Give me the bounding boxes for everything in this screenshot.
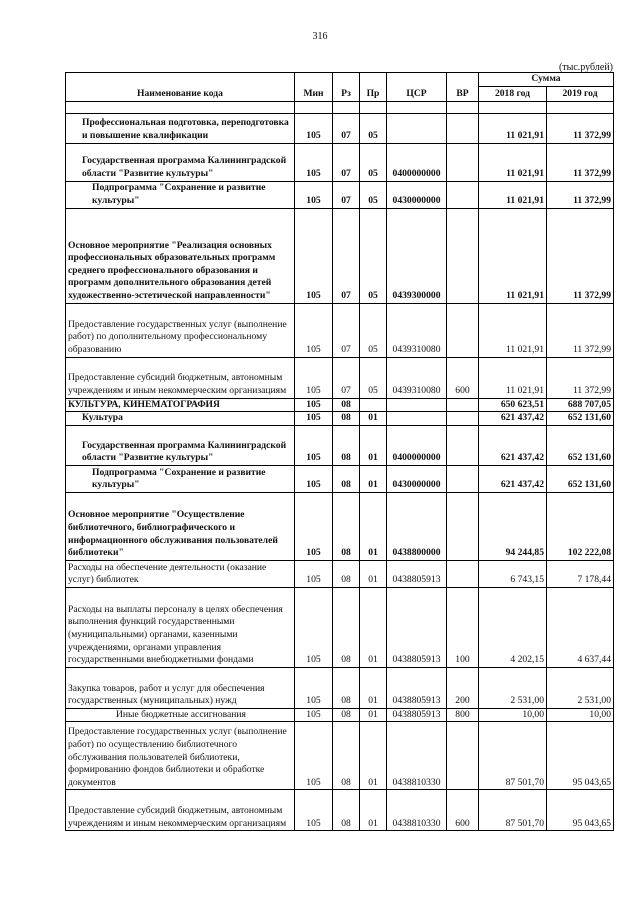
row-pr: 01 — [360, 790, 387, 831]
row-2019: 11 372,99 — [547, 113, 614, 143]
row-rz: 07 — [333, 303, 360, 357]
row-csr: 0438810330 — [387, 790, 447, 831]
row-vr — [447, 398, 479, 412]
header-2019: 2019 год — [547, 86, 614, 101]
row-rz: 07 — [333, 357, 360, 398]
table-row — [66, 708, 614, 722]
row-name: Подпрограмма "Сохранение и развитие культуры" — [66, 181, 295, 208]
row-pr: 05 — [360, 357, 387, 398]
row-2019: 10,00 — [547, 708, 614, 722]
row-pr: 01 — [360, 425, 387, 465]
row-csr: 0430000000 — [387, 465, 447, 492]
row-vr — [447, 560, 479, 587]
row-name: Предоставление субсидий бюджетным, автономным учреждениям и иным некоммерческим организациям — [66, 790, 295, 831]
row-rz: 08 — [333, 492, 360, 560]
units-label: (тыс.рублей) — [558, 62, 613, 73]
row-2018: 10,00 — [479, 708, 547, 722]
row-csr — [387, 412, 447, 426]
row-2018: 11 021,91 — [479, 143, 547, 181]
row-pr: 05 — [360, 113, 387, 143]
row-rz: 08 — [333, 708, 360, 722]
header-pr: Пр — [360, 73, 387, 102]
row-csr: 0439310080 — [387, 303, 447, 357]
row-name: Государственная программа Калининградской области "Развитие культуры" — [66, 425, 295, 465]
row-2018: 11 021,91 — [479, 357, 547, 398]
table-row — [66, 412, 614, 426]
header-min: Мин — [295, 73, 333, 102]
header-rz: Рз — [333, 73, 360, 102]
row-min: 105 — [295, 398, 333, 412]
row-pr: 05 — [360, 181, 387, 208]
header-name: Наименование кода — [66, 73, 295, 102]
row-2019: 652 131,60 — [547, 465, 614, 492]
table-row — [66, 425, 614, 465]
budget-table — [65, 72, 614, 831]
row-2019: 7 178,44 — [547, 560, 614, 587]
spacer-cell — [66, 101, 295, 113]
row-csr — [387, 398, 447, 412]
row-pr: 01 — [360, 587, 387, 667]
row-2018: 621 437,42 — [479, 412, 547, 426]
row-name: Культура — [66, 412, 295, 426]
table-row — [66, 113, 614, 143]
row-name: Предоставление субсидий бюджетным, автономным учреждениям и иным некоммерческим организациям — [66, 357, 295, 398]
row-name: Государственная программа Калининградской области "Развитие культуры" — [66, 143, 295, 181]
row-2019: 95 043,65 — [547, 790, 614, 831]
table-row — [66, 560, 614, 587]
row-csr: 0439310080 — [387, 357, 447, 398]
row-vr: 200 — [447, 667, 479, 708]
row-pr: 05 — [360, 303, 387, 357]
row-name: Подпрограмма "Сохранение и развитие культуры" — [66, 465, 295, 492]
row-min: 105 — [295, 790, 333, 831]
row-csr: 0438805913 — [387, 708, 447, 722]
row-csr: 0438805913 — [387, 587, 447, 667]
row-rz: 08 — [333, 560, 360, 587]
row-rz: 08 — [333, 722, 360, 790]
row-rz: 08 — [333, 587, 360, 667]
row-min: 105 — [295, 492, 333, 560]
row-vr: 800 — [447, 708, 479, 722]
row-csr: 0438800000 — [387, 492, 447, 560]
table-row — [66, 790, 614, 831]
row-2019: 652 131,60 — [547, 412, 614, 426]
row-vr: 600 — [447, 357, 479, 398]
table-row — [66, 181, 614, 208]
row-rz: 07 — [333, 143, 360, 181]
row-2019: 11 372,99 — [547, 357, 614, 398]
table-row — [66, 587, 614, 667]
table-row — [66, 143, 614, 181]
row-name: Основное мероприятие "Осуществление библиотечного, библиографического и информационного обслуживания пользователей библиотеки" — [66, 492, 295, 560]
header-csr: ЦСР — [387, 73, 447, 102]
table-row — [66, 465, 614, 492]
row-rz: 08 — [333, 412, 360, 426]
row-pr: 01 — [360, 492, 387, 560]
row-pr: 01 — [360, 560, 387, 587]
row-vr — [447, 143, 479, 181]
header-2018: 2018 год — [479, 86, 547, 101]
row-rz: 08 — [333, 790, 360, 831]
row-rz: 08 — [333, 398, 360, 412]
row-2019: 11 372,99 — [547, 303, 614, 357]
row-rz: 07 — [333, 181, 360, 208]
row-min: 105 — [295, 357, 333, 398]
row-min: 105 — [295, 303, 333, 357]
row-2018: 621 437,42 — [479, 425, 547, 465]
row-csr: 0438805913 — [387, 560, 447, 587]
row-vr — [447, 465, 479, 492]
row-2019: 11 372,99 — [547, 143, 614, 181]
row-2019: 4 637,44 — [547, 587, 614, 667]
row-name: Предоставление государственных услуг (выполнение работ) по осуществлению библиотечного обслуживания пользователей библиотеки, формированию фондов библиотеки и обработке документов — [66, 722, 295, 790]
table-row — [66, 492, 614, 560]
table-row — [66, 398, 614, 412]
row-min: 105 — [295, 412, 333, 426]
row-name: Закупка товаров, работ и услуг для обеспечения государственных (муниципальных) нужд — [66, 667, 295, 708]
row-pr: 01 — [360, 722, 387, 790]
row-min: 105 — [295, 560, 333, 587]
row-2019: 11 372,99 — [547, 208, 614, 303]
row-2018: 650 623,51 — [479, 398, 547, 412]
row-name: Иные бюджетные ассигнования — [66, 708, 295, 722]
row-2018: 87 501,70 — [479, 790, 547, 831]
row-2019: 102 222,08 — [547, 492, 614, 560]
row-min: 105 — [295, 708, 333, 722]
row-name: Расходы на обеспечение деятельности (оказание услуг) библиотек — [66, 560, 295, 587]
row-csr: 0400000000 — [387, 425, 447, 465]
row-pr: 01 — [360, 465, 387, 492]
row-2019: 688 707,05 — [547, 398, 614, 412]
row-2018: 94 244,85 — [479, 492, 547, 560]
row-csr: 0400000000 — [387, 143, 447, 181]
row-csr: 0430000000 — [387, 181, 447, 208]
row-min: 105 — [295, 425, 333, 465]
row-vr — [447, 412, 479, 426]
row-pr — [360, 398, 387, 412]
row-vr — [447, 208, 479, 303]
row-vr — [447, 425, 479, 465]
row-vr — [447, 722, 479, 790]
row-vr — [447, 181, 479, 208]
row-vr: 600 — [447, 790, 479, 831]
page-number: 316 — [312, 31, 328, 42]
row-min: 105 — [295, 208, 333, 303]
row-2018: 4 202,15 — [479, 587, 547, 667]
row-pr: 05 — [360, 208, 387, 303]
row-vr — [447, 113, 479, 143]
row-csr: 0439300000 — [387, 208, 447, 303]
row-2018: 11 021,91 — [479, 208, 547, 303]
row-2018: 11 021,91 — [479, 303, 547, 357]
table-row — [66, 208, 614, 303]
row-vr: 100 — [447, 587, 479, 667]
row-name: Расходы на выплаты персоналу в целях обеспечения выполнения функций государственными (муниципальными) органами, казенными учреждениями, органами управления государственными внебюджетными фондами — [66, 587, 295, 667]
header-sum: Сумма — [479, 73, 614, 87]
row-csr: 0438805913 — [387, 667, 447, 708]
row-vr — [447, 303, 479, 357]
row-min: 105 — [295, 113, 333, 143]
row-2018: 6 743,15 — [479, 560, 547, 587]
row-name: Профессиональная подготовка, переподготовка и повышение квалификации — [66, 113, 295, 143]
row-name: Основное мероприятие "Реализация основных профессиональных образовательных программ среднего профессионального образования и программ дополнительного образования детей художественно-эстетической направленности" — [66, 208, 295, 303]
table-row — [66, 667, 614, 708]
header-vr: ВР — [447, 73, 479, 102]
row-2019: 11 372,99 — [547, 181, 614, 208]
row-pr: 01 — [360, 667, 387, 708]
row-min: 105 — [295, 667, 333, 708]
row-rz: 07 — [333, 208, 360, 303]
row-csr: 0438810330 — [387, 722, 447, 790]
row-pr: 05 — [360, 143, 387, 181]
row-rz: 08 — [333, 667, 360, 708]
row-csr — [387, 113, 447, 143]
row-2019: 2 531,00 — [547, 667, 614, 708]
row-name: Предоставление государственных услуг (выполнение работ) по дополнительному профессиональному образованию — [66, 303, 295, 357]
row-rz: 08 — [333, 425, 360, 465]
row-rz: 07 — [333, 113, 360, 143]
row-min: 105 — [295, 587, 333, 667]
table-row — [66, 722, 614, 790]
row-pr: 01 — [360, 708, 387, 722]
row-min: 105 — [295, 722, 333, 790]
row-pr: 01 — [360, 412, 387, 426]
row-2018: 11 021,91 — [479, 181, 547, 208]
row-2019: 95 043,65 — [547, 722, 614, 790]
row-2018: 2 531,00 — [479, 667, 547, 708]
row-min: 105 — [295, 465, 333, 492]
row-min: 105 — [295, 181, 333, 208]
row-2018: 11 021,91 — [479, 113, 547, 143]
row-min: 105 — [295, 143, 333, 181]
table-row — [66, 303, 614, 357]
row-vr — [447, 492, 479, 560]
row-2018: 621 437,42 — [479, 465, 547, 492]
row-rz: 08 — [333, 465, 360, 492]
row-2018: 87 501,70 — [479, 722, 547, 790]
row-2019: 652 131,60 — [547, 425, 614, 465]
table-row — [66, 357, 614, 398]
row-name: КУЛЬТУРА, КИНЕМАТОГРАФИЯ — [66, 398, 295, 412]
